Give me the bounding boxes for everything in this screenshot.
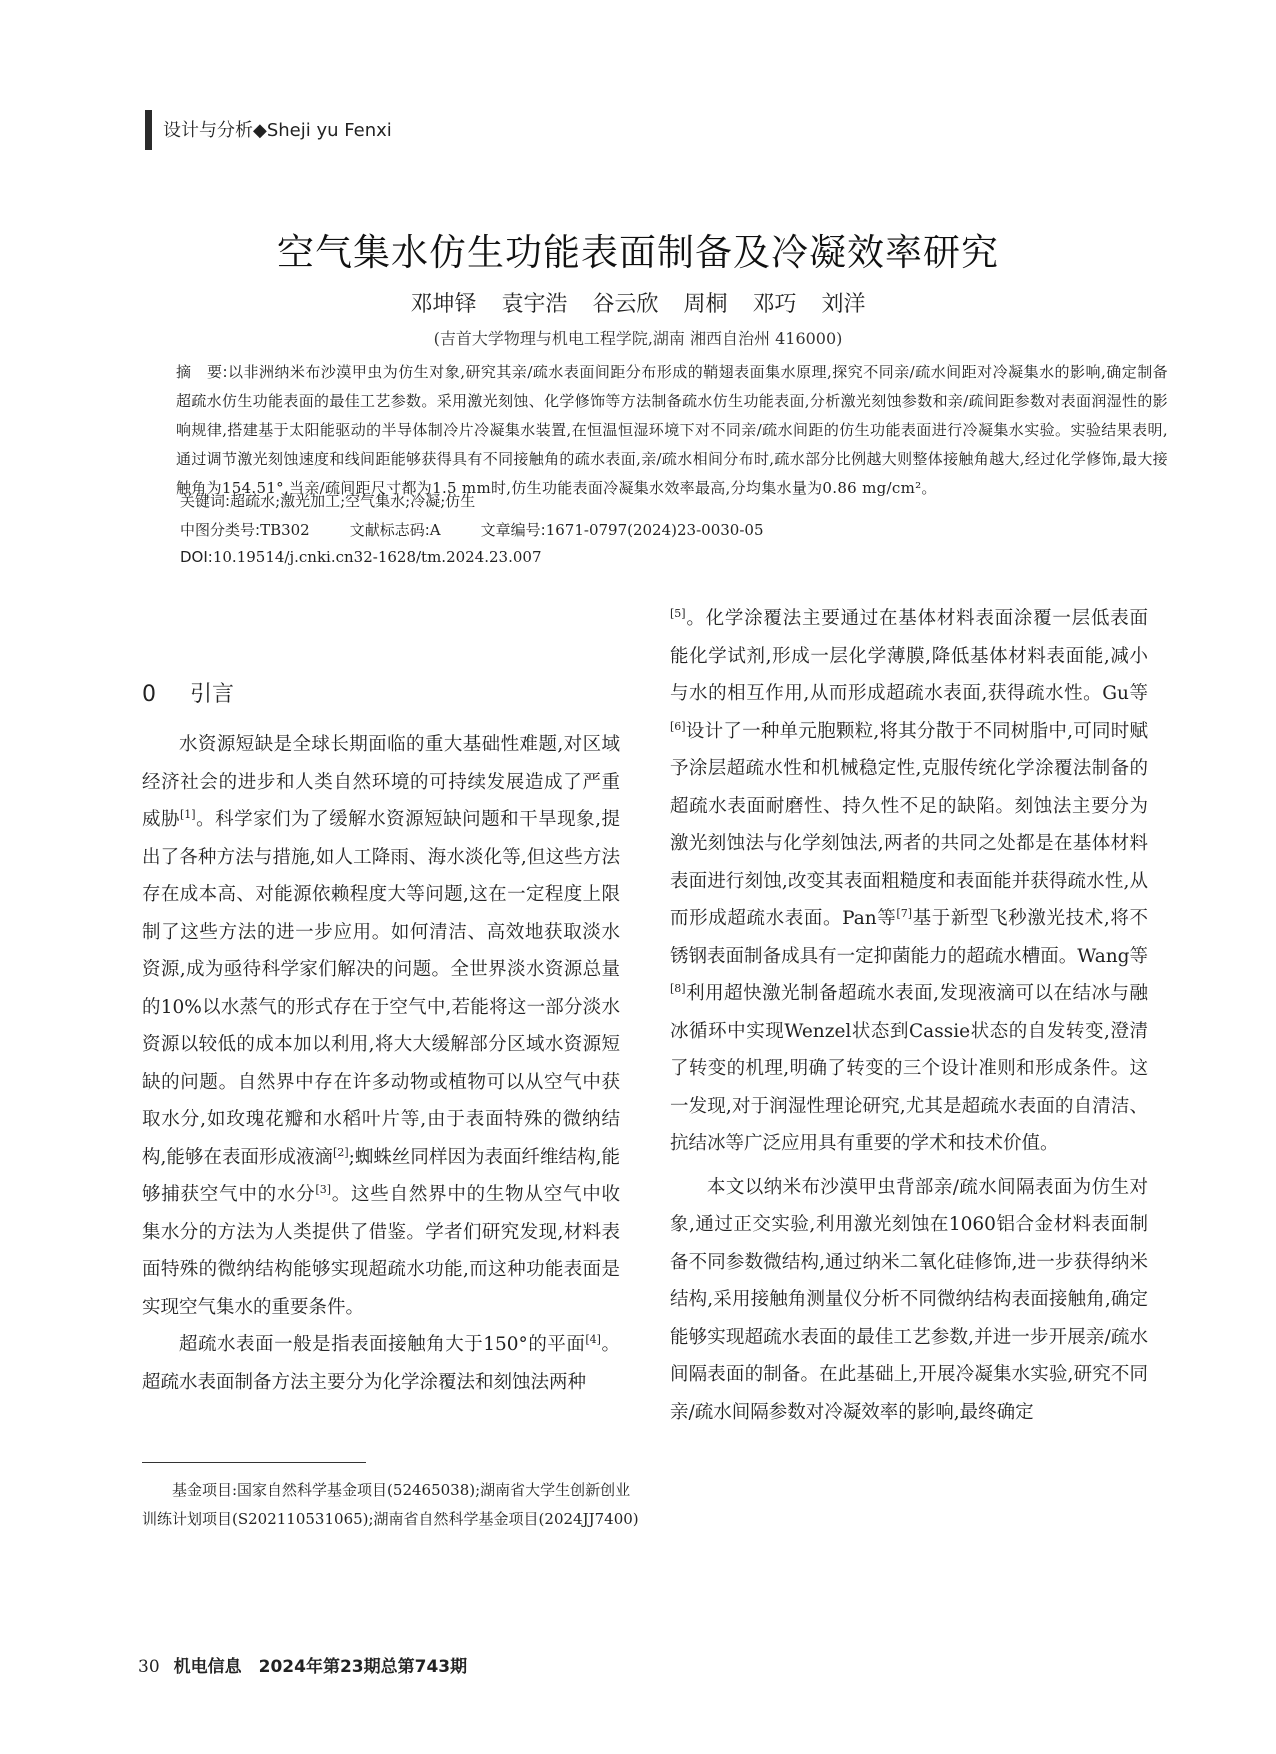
paper-title: 空气集水仿生功能表面制备及冷凝效率研究	[277, 231, 999, 274]
article-label: 文章编号:	[480, 521, 546, 539]
keywords-label: 关键词:	[180, 492, 231, 510]
citation: [3]	[315, 1182, 331, 1196]
page-number: 30	[138, 1657, 160, 1677]
text-run: 。科学家们为了缓解水资源短缺问题和干旱现象,提出了各种方法与措施,如人工降雨、海水淡化等,但这些方法存在成本高、对能源依赖程度大等问题,这在一定程度上限制了这些方法的进一步应用。如何清洁、高效地获取淡水资源,成为亟待科学家们解决的问题。全世界淡水资源总量的10%以水蒸气的形式存在于空气中,若能将这一部分淡水资源以较低的成本加以利用,将大大缓解部分区域水资源短缺的问题。自然界中存在许多动物或植物可以从空气中获取水分,如玫瑰花瓣和水稻叶片等,由于表面特殊的微纳结构,能够在表面形成液滴	[142, 809, 620, 1168]
keywords	[180, 490, 475, 511]
running-header: 设计与分析◆Sheji yu Fenxi	[163, 120, 392, 141]
abstract-label: 摘 要:	[176, 363, 228, 381]
text-run: 水资源短缺是全球长期面临的重大基础性难题,对区域经济社会的进步和人类自然环境的可持续发展造成了严重威胁	[142, 734, 620, 830]
header-bar	[145, 110, 152, 150]
journal-info: 机电信息 2024年第23期总第743期	[173, 1657, 468, 1677]
section-number: 0	[142, 682, 156, 707]
paragraph-2-cont	[670, 600, 1148, 1163]
doc-value: A	[429, 521, 441, 539]
citation: [5]	[670, 606, 686, 620]
text-run: 超疏水表面一般是指表面接触角大于150°的平面	[179, 1334, 586, 1355]
clc-label: 中图分类号:	[180, 521, 261, 539]
abstract	[176, 358, 1168, 503]
text-run: 。这些自然界中的生物从空气中收集水分的方法为人类提供了借鉴。学者们研究发现,材料表面特殊的微纳结构能够实现超疏水功能,而这种功能表面是实现空气集水的重要条件。	[142, 1184, 620, 1318]
doi-value: 10.19514/j.cnki.cn32-1628/tm.2024.23.007	[212, 548, 542, 566]
citation: [7]	[896, 906, 913, 920]
footnote-funding: 基金项目:国家自然科学基金项目(52465038);湖南省大学生创新创业训练计划项目(S202110531065);湖南省自然科学基金项目(2024JJ7400)	[142, 1481, 639, 1528]
citation: [4]	[585, 1332, 601, 1346]
citation: [6]	[670, 719, 686, 733]
text-run: 设计了一种单元胞颗粒,将其分散于不同树脂中,可同时赋予涂层超疏水性和机械稳定性,克服传统化学涂覆法制备的超疏水表面耐磨性、持久性不足的缺陷。刻蚀法主要分为激光刻蚀法与化学刻蚀法,两者的共同之处都是在基体材料表面进行刻蚀,改变其表面粗糙度和表面能并获得疏水性,从而形成超疏水表面。Pan等	[670, 720, 1148, 929]
text-run: 。化学涂覆法主要通过在基体材料表面涂覆一层低表面能化学试剂,形成一层化学薄膜,降低基体材料表面能,减小与水的相互作用,从而形成超疏水表面,获得疏水性。Gu等	[670, 608, 1148, 704]
paragraph-1	[142, 726, 620, 1326]
text-run: 本文以纳米布沙漠甲虫背部亲/疏水间隔表面为仿生对象,通过正交实验,利用激光刻蚀在1060铝合金材料表面制备不同参数微结构,通过纳米二氧化硅修饰,进一步获得纳米结构,采用接触角测量仪分析不同微纳结构表面接触角,确定能够实现超疏水表面的最佳工艺参数,并进一步开展亲/疏水间隔表面的制备。在此基础上,开展冷凝集水实验,研究不同亲/疏水间隔参数对冷凝效率的影响,最终确定	[670, 1176, 1148, 1423]
doi	[180, 548, 542, 566]
text-run: ;蜘蛛丝同样因为表面纤维结构,能够捕获空气中的水分	[142, 1146, 620, 1205]
footnote-rule	[142, 1462, 366, 1463]
abstract-text: 以非洲纳米布沙漠甲虫为仿生对象,研究其亲/疏水表面间距分布形成的鞘翅表面集水原理,探究不同亲/疏水间距对冷凝集水的影响,确定制备超疏水仿生功能表面的最佳工艺参数。采用激光刻蚀、化学修饰等方法制备疏水仿生功能表面,分析激光刻蚀参数和亲/疏间距参数对表面润湿性的影响规律,搭建基于太阳能驱动的半导体制冷片冷凝集水装置,在恒温恒湿环境下对不同亲/疏水间距的仿生功能表面进行冷凝集水实验。实验结果表明,通过调节激光刻蚀速度和线间距能够获得具有不同接触角的疏水表面,亲/疏水相间分布时,疏水部分比例越大则整体接触角越大,经过化学修饰,最大接触角为154.51°,当亲/疏间距尺寸都为1.5 mm时,仿生功能表面冷凝集水效率最高,分均集水量为0.86 mg/cm²。	[176, 363, 1168, 497]
text-run: 基于新型飞秒激光技术,将不锈钢表面制备成具有一定抑菌能力的超疏水槽面。Wang等	[670, 908, 1148, 967]
article-value: 1671-0797(2024)23-0030-05	[545, 521, 764, 539]
section-title: 引言	[190, 682, 235, 707]
page-footer	[138, 1652, 467, 1677]
text-run: 利用超快激光制备超疏水表面,发现液滴可以在结冰与融冰循环中实现Wenzel状态到Cassie状态的自发转变,澄清了转变的机理,明确了转变的三个设计准则和形成条件。这一发现,对于润湿性理论研究,尤其是超疏水表面的自清洁、抗结冰等广泛应用具有重要的学术和技术价值。	[670, 983, 1148, 1154]
doc-label: 文献标志码:	[349, 521, 430, 539]
paragraph-2	[142, 1326, 620, 1401]
right-column	[670, 600, 1148, 1431]
section-heading	[142, 678, 620, 712]
paragraph-3	[670, 1169, 1148, 1432]
affiliation: (吉首大学物理与机电工程学院,湖南 湘西自治州 416000)	[433, 329, 843, 348]
classification	[180, 519, 763, 540]
doi-label: DOI:	[180, 548, 213, 566]
citation: [2]	[333, 1145, 349, 1159]
authors: 邓坤铎 袁宇浩 谷云欣 周桐 邓巧 刘洋	[410, 292, 866, 317]
citation: [8]	[670, 981, 686, 995]
left-column	[142, 678, 620, 1401]
keywords-text: 超疏水;激光加工;空气集水;冷凝;仿生	[230, 492, 476, 510]
text-run: 。超疏水表面制备方法主要分为化学涂覆法和刻蚀法两种	[142, 1334, 620, 1393]
citation: [1]	[180, 807, 196, 821]
clc-value: TB302	[260, 521, 310, 539]
